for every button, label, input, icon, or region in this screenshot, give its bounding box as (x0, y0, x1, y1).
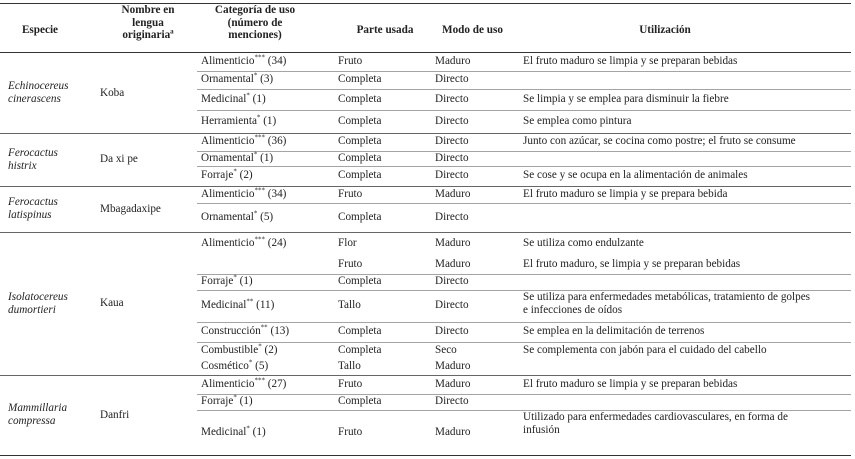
species-name (8, 196, 58, 222)
native-name: Koba (100, 86, 125, 99)
mode-of-use: Maduro (435, 377, 471, 390)
species-name-line: Ferocactus (8, 146, 58, 159)
part-used: Completa (338, 275, 382, 287)
category: Combustible* (2) (201, 341, 278, 356)
part-used: Completa (338, 210, 382, 223)
row-divider (197, 71, 851, 72)
part-used: Flor (338, 237, 357, 249)
utilization-line: Se utiliza para enfermedades metabólicas, tratamiento de golpes (523, 291, 811, 303)
utilization (523, 237, 644, 250)
category: Construcción** (13) (201, 323, 290, 337)
mode-of-use: Directo (435, 210, 469, 223)
species-divider (0, 133, 851, 134)
part-used: Completa (338, 73, 382, 85)
header-nombre: Nombre en lengua originaria$^a$ (121, 4, 175, 41)
utilization (523, 188, 727, 201)
category: Alimenticio*** (24) (201, 235, 287, 249)
row-divider (197, 274, 851, 275)
row-divider (197, 110, 851, 111)
utilization-line: Junto con azúcar, se cocina como postre; el fruto se consume (523, 135, 796, 147)
mode-of-use: Directo (435, 169, 469, 181)
category: Medicinal** (11) (201, 297, 275, 311)
part-used: Completa (338, 92, 382, 105)
category: Alimenticio*** (36) (201, 133, 287, 147)
row-divider (197, 203, 851, 204)
part-used: Tallo (338, 299, 361, 311)
mode-of-use: Directo (435, 299, 469, 311)
mode-of-use: Maduro (435, 425, 471, 438)
category: Ornamental* (3) (201, 71, 274, 85)
mode-of-use: Maduro (435, 258, 471, 270)
native-name: Danfri (100, 408, 130, 421)
utilization (523, 258, 740, 271)
mode-of-use: Directo (435, 135, 469, 147)
part-used: Fruto (338, 258, 363, 270)
part-used: Completa (338, 169, 382, 181)
part-used: Completa (338, 395, 382, 407)
mode-of-use: Maduro (435, 237, 471, 249)
row-divider (197, 322, 851, 323)
utilization (523, 325, 704, 338)
species-name (8, 402, 67, 428)
utilization (523, 344, 767, 357)
utilization-line: Utilizado para enfermedades cardiovasculares, en forma de (523, 411, 788, 423)
mode-of-use: Directo (435, 73, 469, 85)
category: Medicinal* (1) (201, 90, 266, 105)
category: Medicinal* (1) (201, 423, 266, 438)
species-name-line: dumortieri (8, 303, 56, 316)
part-used: Completa (338, 135, 382, 147)
mode-of-use: Maduro (435, 360, 471, 372)
species-divider (0, 232, 851, 233)
category: Herramienta* (1) (201, 112, 277, 127)
species-name-line: cinerascens (8, 93, 61, 105)
row-divider (197, 394, 851, 395)
utilization-line: El fruto maduro se limpia y se preparan bebidas (523, 55, 738, 67)
utilization-line: infusión (523, 424, 560, 436)
row-divider (197, 151, 851, 152)
utilization-line: Se complementa con jabón para el cuidado del cabello (523, 343, 767, 356)
utilization (523, 291, 810, 317)
utilization (523, 411, 788, 437)
category: Forraje* (1) (201, 273, 253, 287)
category: Cosmético* (5) (201, 358, 269, 372)
part-used: Tallo (338, 360, 361, 372)
category: Forraje* (2) (201, 167, 253, 181)
utilization-line: Se emplea como pintura (523, 114, 632, 127)
species-name-line: latispinus (8, 209, 52, 221)
mode-of-use: Seco (435, 343, 457, 356)
utilization (523, 115, 631, 128)
part-used: Completa (338, 151, 382, 164)
part-used: Fruto (338, 425, 363, 438)
utilization-line: El fruto maduro, se limpia y se preparan bebidas (523, 258, 741, 270)
mode-of-use: Directo (435, 92, 469, 105)
mode-of-use: Directo (435, 395, 469, 407)
header-parte: Parte usada (356, 24, 414, 36)
row-divider (197, 166, 851, 167)
category: Forraje* (1) (201, 393, 253, 407)
category: Ornamental* (1) (201, 149, 274, 164)
species-name (8, 80, 68, 106)
header-bottom-rule (0, 52, 851, 53)
header-categoria: Categoría de uso (número de menciones) (214, 4, 296, 41)
utilization (523, 93, 729, 106)
mode-of-use: Directo (435, 114, 469, 127)
table-bottom-rule (0, 455, 851, 456)
mode-of-use: Directo (435, 151, 469, 164)
utilization-line: e infecciones de oídos (523, 304, 623, 316)
mode-of-use: Directo (435, 275, 469, 287)
species-name-line: Ferocactus (8, 196, 58, 208)
species-name-line: histrix (8, 159, 37, 172)
native-name: Da xi pe (100, 153, 138, 165)
utilization-line: Se cose y se ocupa en la alimentación de animales (523, 169, 748, 181)
utilization-line: Se emplea en la delimitación de terrenos (523, 325, 705, 337)
part-used: Fruto (338, 187, 363, 200)
header-utilizacion: Utilización (639, 24, 691, 36)
part-used: Completa (338, 343, 382, 356)
part-used: Fruto (338, 55, 363, 67)
native-name: Mbagadaxipe (100, 202, 161, 215)
species-name-line: Echinocereus (8, 80, 69, 92)
utilization-line: Se utiliza como endulzante (523, 237, 644, 249)
part-used: Completa (338, 325, 382, 337)
header-modo: Modo de uso (442, 24, 503, 36)
utilization (523, 55, 737, 68)
utilization (523, 378, 737, 391)
utilization (523, 169, 748, 182)
utilization (523, 135, 796, 148)
species-divider (0, 375, 851, 376)
mode-of-use: Maduro (435, 55, 471, 67)
species-name-line: Isolatocereus (8, 290, 68, 303)
category: Alimenticio*** (34) (201, 185, 287, 200)
row-divider (197, 89, 851, 90)
utilization-line: El fruto maduro se limpia y se preparan bebidas (523, 377, 738, 390)
mode-of-use: Maduro (435, 187, 471, 200)
header-especie: Especie (21, 24, 59, 36)
category: Alimenticio*** (34) (201, 53, 287, 67)
utilization-line: Se limpia y se emplea para disminuir la fiebre (523, 92, 729, 105)
category: Alimenticio*** (27) (201, 375, 287, 390)
species-name (8, 147, 58, 173)
mode-of-use: Directo (435, 325, 469, 337)
species-name-line: Mammillaria (8, 402, 68, 414)
utilization-line: El fruto maduro se limpia y se prepara bebida (523, 187, 728, 200)
native-name: Kaua (100, 297, 124, 309)
species-name (8, 291, 68, 317)
species-name-line: compressa (8, 415, 56, 427)
part-used: Completa (338, 114, 382, 127)
part-used: Fruto (338, 377, 363, 390)
category: Ornamental* (5) (201, 208, 274, 223)
